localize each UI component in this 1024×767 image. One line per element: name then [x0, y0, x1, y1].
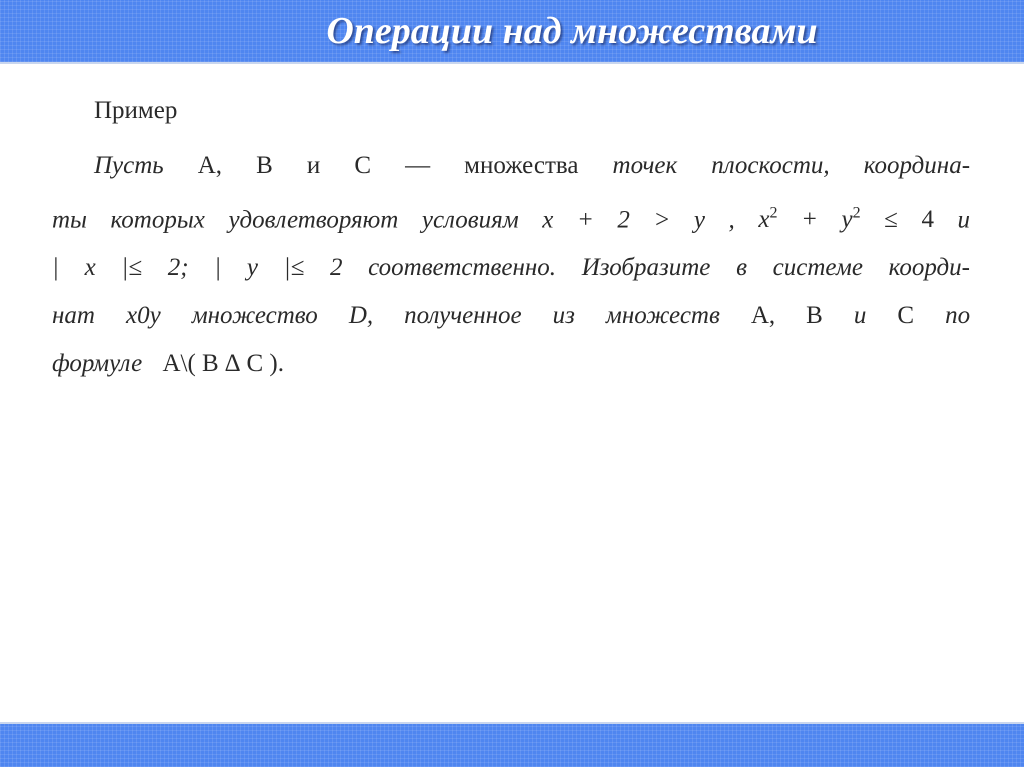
title-divider [0, 62, 1024, 64]
inequality-2 [758, 206, 934, 233]
text-line-1 [52, 142, 970, 190]
set-c-label-2: C [897, 302, 915, 330]
slide-body [52, 92, 970, 388]
word-pust: Пусть [94, 152, 164, 179]
word-formule: формуле [52, 350, 143, 378]
set-a-label-2: A, [750, 302, 776, 330]
conj-i-2: и [957, 206, 971, 234]
set-d-label: D, [348, 302, 374, 330]
ineq2-x: x [758, 206, 770, 234]
conj-i: и [306, 152, 321, 179]
word-nat: нат [52, 302, 95, 330]
text-line-4 [52, 292, 970, 340]
inequality-abs-x: | x |≤ 2; [52, 254, 189, 282]
word-mnozhestva: множества [464, 152, 579, 179]
word-po: по [945, 302, 971, 330]
example-heading: Пример [94, 97, 178, 124]
axes-x0y: x0y [125, 302, 161, 330]
text-points-plane: точек плоскости, координа- [612, 152, 971, 179]
ineq2-exp2: 2 [852, 205, 861, 222]
set-formula: A\( B ∆ C ). [162, 350, 284, 378]
text-obtained-from: полученное из множеств [404, 302, 720, 330]
footer-band [0, 724, 1024, 767]
inequality-abs-y: | y |≤ 2 [214, 254, 343, 282]
text-line-3 [52, 244, 970, 292]
set-a-label: A, [197, 152, 223, 179]
text-line-2 [52, 190, 970, 244]
problem-paragraph [52, 142, 970, 388]
set-c-label: C [354, 152, 372, 179]
set-b-label: B [256, 152, 273, 179]
text-line-5 [52, 340, 970, 388]
slide-title: Операции над множествами [326, 10, 818, 52]
em-dash: — [405, 152, 431, 179]
conj-i-3: и [853, 302, 867, 330]
ineq2-end: ≤ 4 [860, 206, 934, 234]
ineq2-exp1: 2 [769, 205, 778, 222]
inequality-1: x + 2 > y , [542, 206, 735, 234]
text-respectively: соответственно. Изобразите в системе коорди- [368, 254, 971, 282]
set-b-label-2: B [806, 302, 823, 330]
word-mnozhestvo: множество [191, 302, 318, 330]
ineq2-mid: + y [777, 206, 853, 234]
text-conditions: ты которых удовлетворяют условиям [52, 206, 519, 234]
